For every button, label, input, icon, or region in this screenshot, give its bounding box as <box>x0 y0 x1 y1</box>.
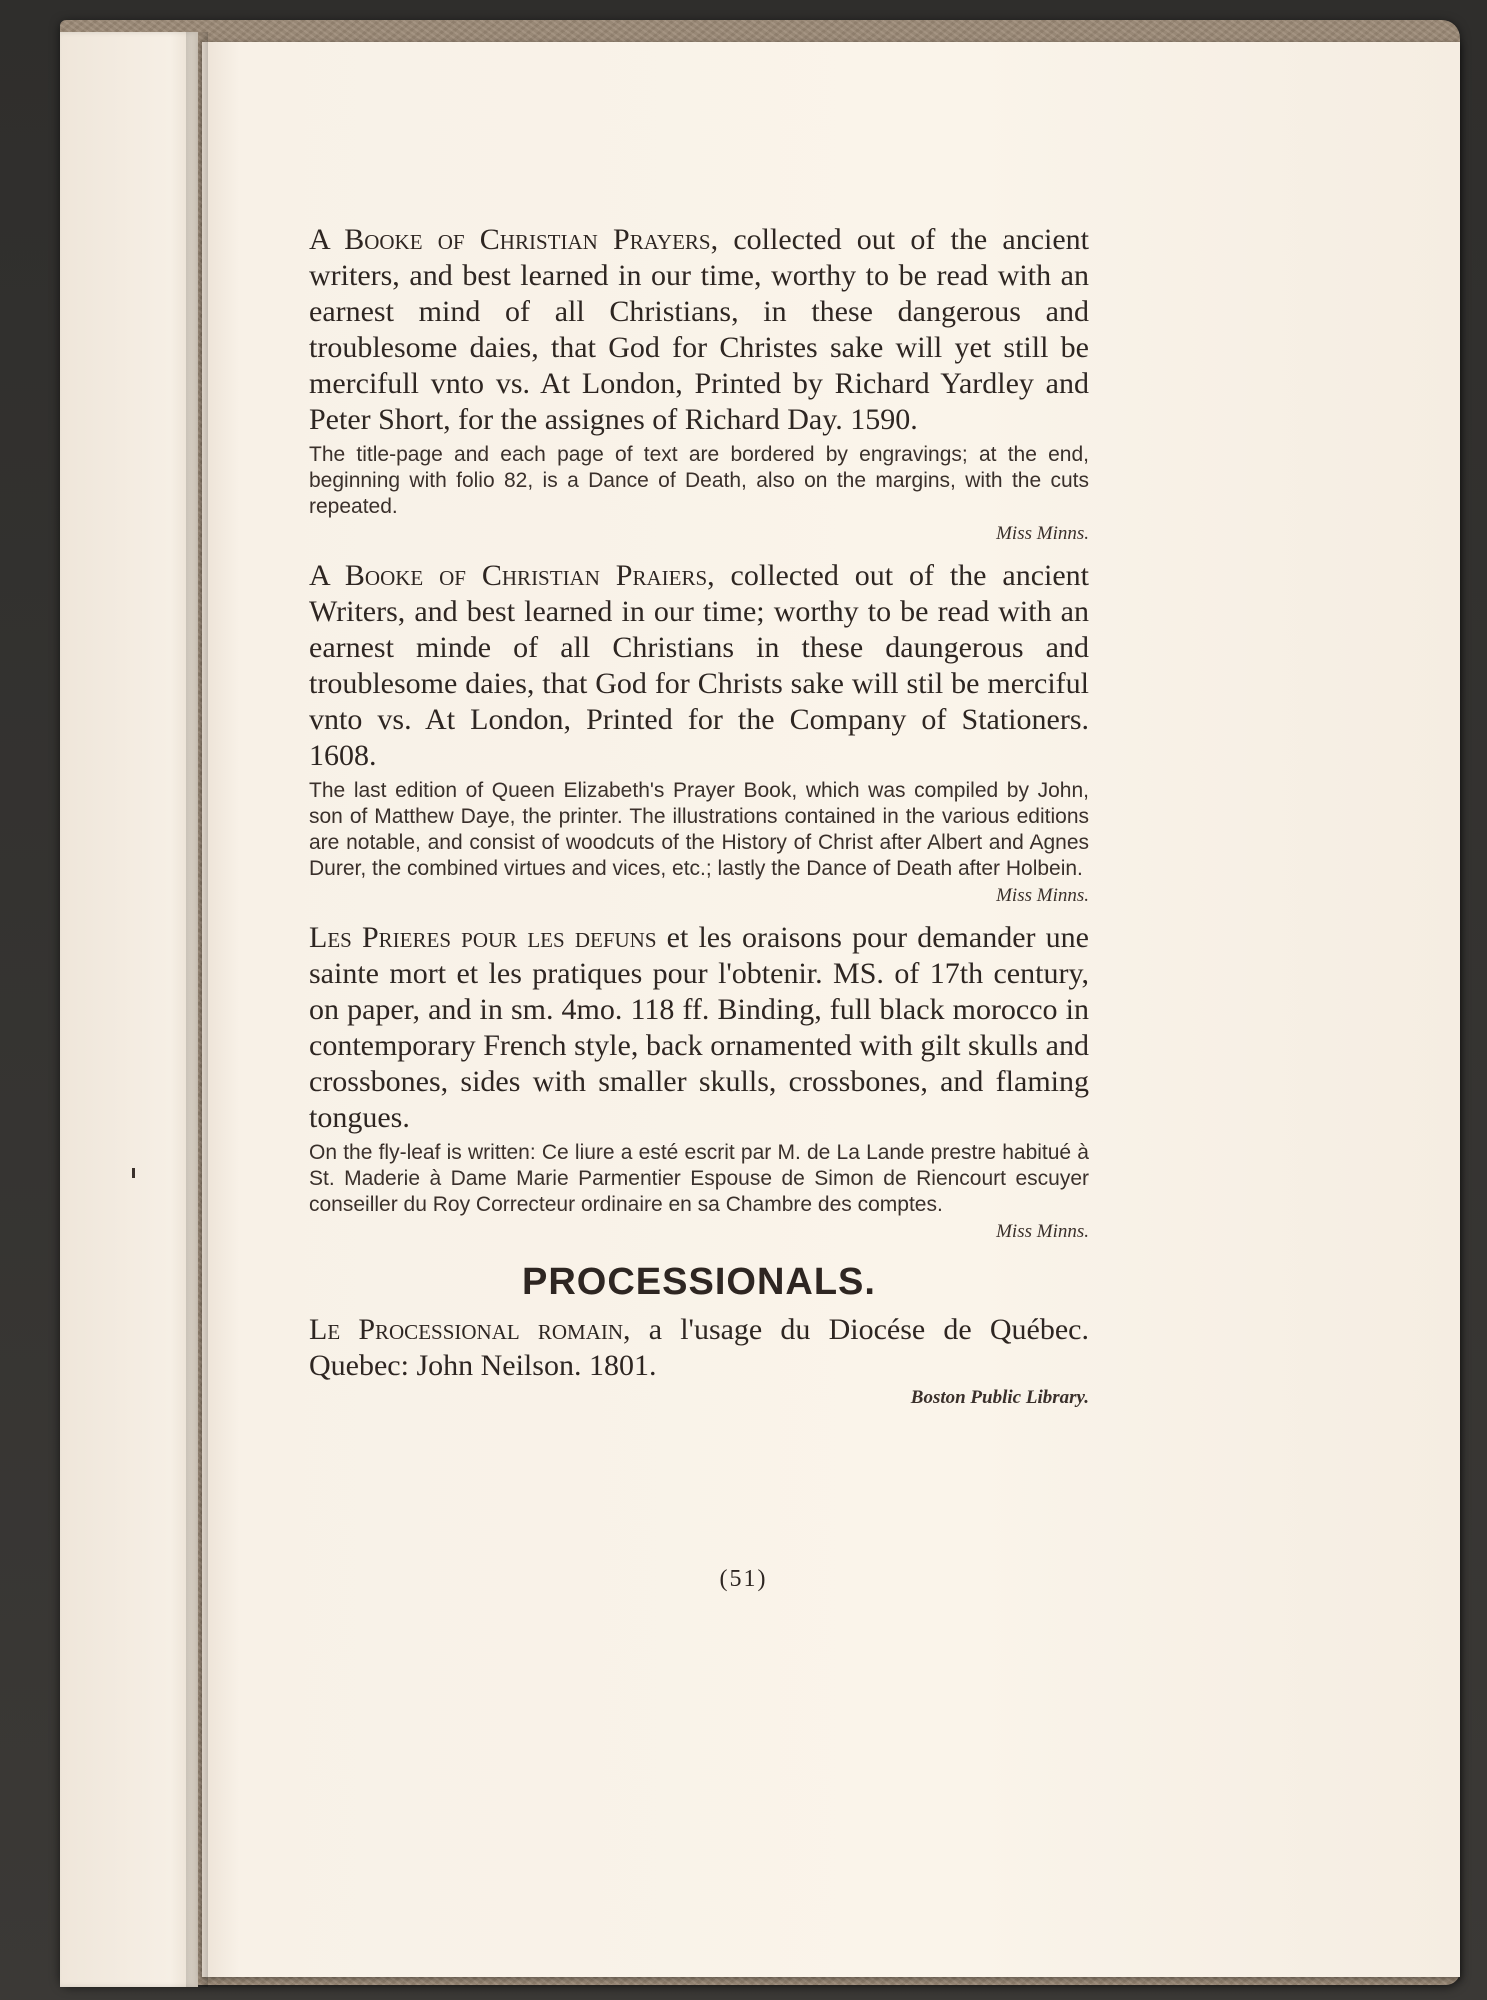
entry-title-caps: A Booke of Christian Prayers, <box>309 223 719 256</box>
entry-credit: Miss Minns. <box>996 1221 1089 1242</box>
entry-2 <box>309 558 1089 908</box>
book-gutter <box>186 32 208 1987</box>
entry-title-caps: A Booke of Christian Praiers, <box>309 559 715 592</box>
entry-title <box>309 920 1089 1136</box>
entry-title-rest: collected out of the ancient Writers, and best learned in our time; worthy to be read with an earnest minde of all Christians in these daungerous and troublesome daies, that God for Christs sake will stil be merciful vnto vs. At London, Printed for the Company of Stationers. 1608. <box>309 559 1090 772</box>
entry-note: On the fly-leaf is written: Ce liure a esté escrit par M. de La Lande prestre habitué à St. Maderie à Dame Marie Parmentier Espouse de Simon de Riencourt escuyer conseiller du Roy Correcteur ordinaire en sa Chambre des comptes. <box>309 1141 1089 1216</box>
entry-note: The last edition of Queen Elizabeth's Prayer Book, which was compiled by John, son of Matthew Daye, the printer. The illustrations contained in the various editions are notable, and consist of woodcuts of the History of Christ after Albert and Agnes Durer, the combined virtues and vices, etc.; lastly the Dance of Death after Holbein. <box>309 779 1089 880</box>
gutter-mark <box>132 1168 135 1178</box>
entry-title <box>309 222 1089 438</box>
entry-title-rest: collected out of the ancient writers, and best learned in our time, worthy to be read with an earnest mind of all Christians, in these dangerous and troublesome daies, that God for Christes sake will yet still be mercifull vnto vs. At London, Printed by Richard Yardley and Peter Short, for the assignes of Richard Day. 1590. <box>309 223 1089 436</box>
page-text <box>309 222 1089 1422</box>
entry-credit: Boston Public Library. <box>910 1387 1089 1408</box>
entry-title <box>309 1312 1089 1384</box>
entry-credit: Miss Minns. <box>996 523 1089 544</box>
entry-note: The title-page and each page of text are bordered by engravings; at the end, beginning with folio 82, is a Dance of Death, also on the margins, with the cuts repeated. <box>309 443 1089 518</box>
entry-3 <box>309 920 1089 1244</box>
entry-title <box>309 558 1089 774</box>
entry-title-rest: a l'usage du Diocése de Québec. Quebec: John Neilson. 1801. <box>309 1313 1089 1382</box>
entry-title-rest: et les oraisons pour demander une sainte mort et les pratiques pour l'obtenir. MS. of 17th century, on paper, and in sm. 4mo. 118 ff. Binding, full black morocco in contemporary French style, back ornamented with gilt skulls and crossbones, sides with smaller skulls, crossbones, and flaming tongues. <box>309 921 1089 1134</box>
entry-title-caps: Le Processional romain, <box>309 1313 631 1346</box>
entry-credit: Miss Minns. <box>996 885 1089 906</box>
left-page-edge <box>60 32 198 1987</box>
section-heading: PROCESSIONALS. <box>522 1261 876 1303</box>
entry-title-caps: Les Prieres pour les defuns <box>309 921 657 954</box>
entry-1 <box>309 222 1089 546</box>
section-entry <box>309 1312 1089 1410</box>
page-number: (51) <box>719 1566 768 1592</box>
